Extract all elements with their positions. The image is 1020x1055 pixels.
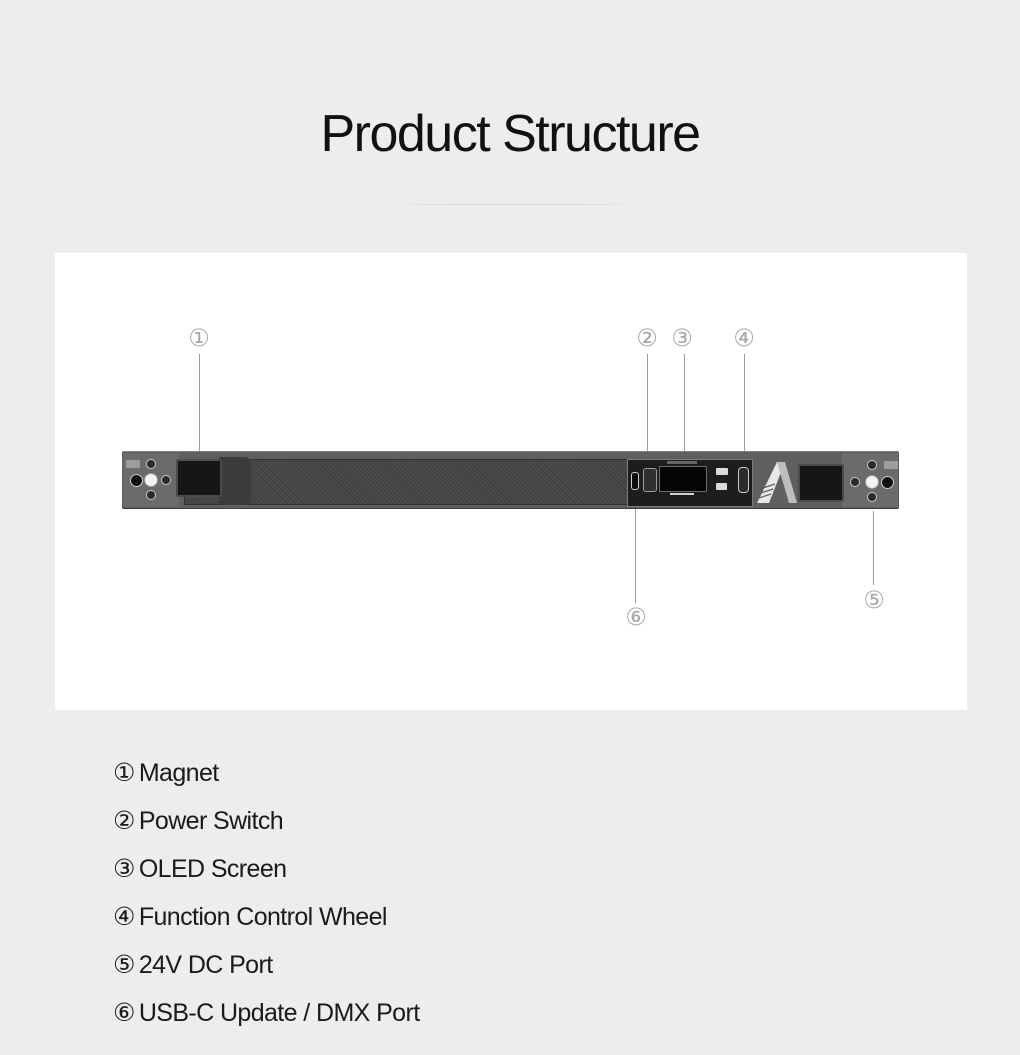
screw-icon: [146, 490, 156, 500]
title-divider: [382, 204, 648, 205]
legend-item-magnet: [113, 756, 420, 804]
brand-logo: [670, 493, 694, 495]
usb-c-port: [631, 472, 639, 490]
screw-icon: [867, 460, 877, 470]
callout-1: ①: [188, 325, 210, 352]
brand-a-logo-icon: [755, 460, 799, 504]
legend-label: 24V DC Port: [138, 951, 273, 979]
leader-line-6: [635, 505, 636, 603]
legend-list: [113, 756, 420, 1044]
screw-icon: [850, 477, 860, 487]
legend-item-oled-screen: [113, 852, 420, 900]
legend-number: ①: [113, 759, 135, 787]
device-diagram: [55, 253, 967, 710]
screw-icon: [146, 459, 156, 469]
legend-item-dc-port: [113, 948, 420, 996]
legend-item-usb-dmx-port: [113, 996, 420, 1044]
function-control-wheel: [738, 467, 749, 493]
legend-number: ⑤: [113, 951, 135, 979]
screw-icon: [867, 492, 877, 502]
right-port-label: [884, 461, 898, 469]
leader-line-1: [199, 354, 200, 464]
callout-5: ⑤: [863, 587, 885, 614]
legend-label: OLED Screen: [138, 855, 287, 883]
legend-label: Magnet: [138, 759, 219, 787]
legend-label: Function Control Wheel: [138, 903, 387, 931]
legend-item-control-wheel: [113, 900, 420, 948]
magnet-right: [798, 464, 844, 502]
legend-number: ④: [113, 903, 135, 931]
legend-number: ③: [113, 855, 135, 883]
dc-port: [865, 475, 879, 489]
power-switch: [643, 468, 657, 492]
connector-left: [144, 473, 158, 487]
callout-6: ⑥: [625, 604, 647, 631]
dc-jack: [881, 476, 894, 489]
panel-marking: [667, 461, 697, 464]
legend-number: ⑥: [113, 999, 135, 1027]
legend-item-power-switch: [113, 804, 420, 852]
page-title: Product Structure: [320, 105, 700, 163]
leader-line-5: [873, 511, 874, 585]
callout-2: ②: [636, 325, 658, 352]
magnet-bracket: [219, 457, 251, 505]
leader-line-3: [684, 354, 685, 456]
menu-button: [716, 468, 728, 475]
left-port-label: [126, 460, 140, 468]
callout-3: ③: [671, 325, 693, 352]
callout-4: ④: [733, 325, 755, 352]
legend-label: USB-C Update / DMX Port: [138, 999, 420, 1027]
magnet-left: [176, 459, 222, 497]
oled-screen: [659, 466, 707, 492]
dmx-port-left: [130, 474, 143, 487]
legend-label: Power Switch: [138, 807, 284, 835]
legend-number: ②: [113, 807, 135, 835]
leader-line-2: [647, 354, 648, 456]
back-button: [716, 483, 727, 490]
screw-icon: [161, 475, 171, 485]
